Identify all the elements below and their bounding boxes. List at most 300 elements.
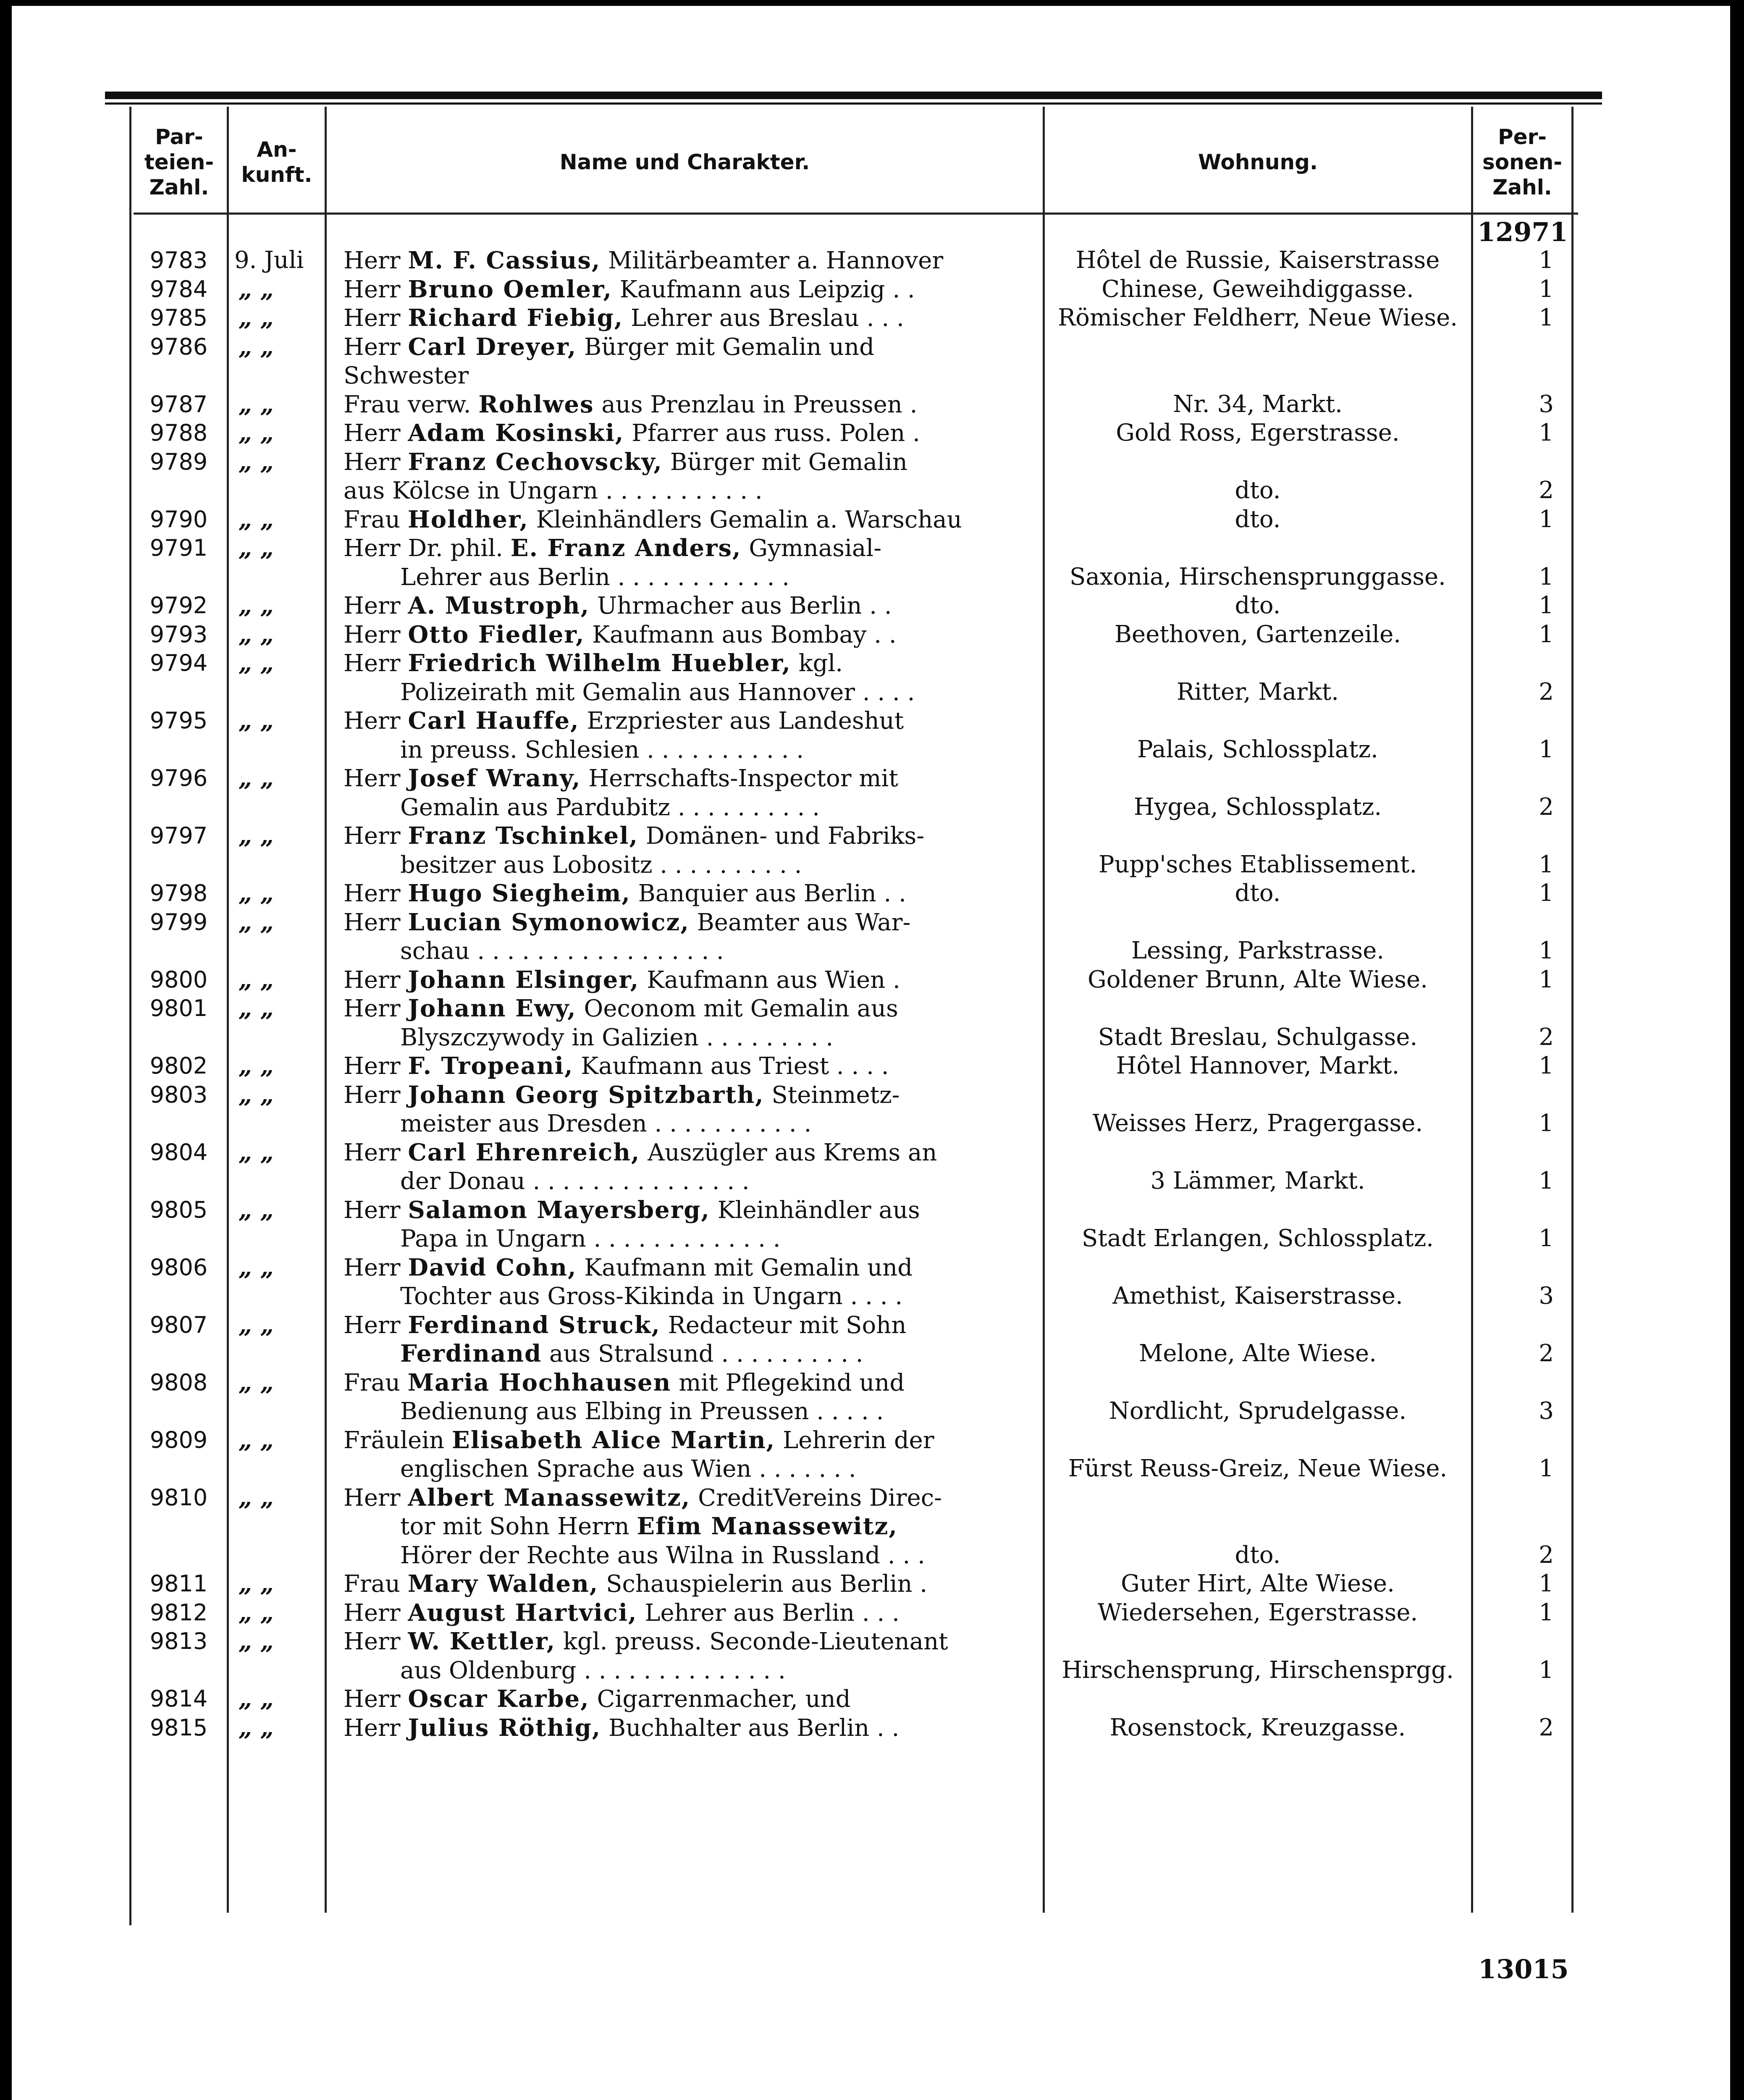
person-count: 1 xyxy=(1539,505,1554,533)
guest-name-prefix: Hörer der Rechte aus Wilna in Russland . . . xyxy=(400,1541,925,1569)
guest-name xyxy=(344,1138,1036,1167)
partei-number: 9805 xyxy=(149,1196,208,1223)
residence: Wiedersehen, Egerstrasse. xyxy=(1097,1599,1418,1626)
register-line xyxy=(12,678,1730,707)
guest-name xyxy=(344,505,1036,534)
person-count: 2 xyxy=(1539,1340,1554,1367)
arrival-date: „ „ xyxy=(239,1196,274,1224)
guest-name-prefix: Polizeirath mit Gemalin aus Hannover . . . . xyxy=(400,678,915,706)
guest-description: Bürger mit Gemalin xyxy=(662,448,907,476)
guest-description: kgl. xyxy=(791,650,843,677)
person-count: 1 xyxy=(1539,879,1554,907)
arrival-date: „ „ xyxy=(239,333,274,361)
register-line xyxy=(12,822,1730,850)
guest-name-bold: Ferdinand Struck, xyxy=(408,1311,661,1339)
guest-name xyxy=(400,1224,1036,1253)
guest-name-prefix: Herr xyxy=(344,1628,408,1655)
guest-name-bold: Hugo Siegheim, xyxy=(408,879,631,907)
register-line xyxy=(12,1685,1730,1714)
guest-description: Kaufmann aus Triest . . . . xyxy=(573,1053,889,1080)
guest-name-prefix: Herr xyxy=(344,1685,408,1713)
guest-description: Domänen- und Fabriks- xyxy=(638,822,925,850)
guest-name-bold: Elisabeth Alice Martin, xyxy=(451,1426,776,1454)
guest-name xyxy=(344,534,1036,563)
residence: dto. xyxy=(1235,592,1281,619)
guest-description: Kaufmann aus Leipzig . . xyxy=(612,276,915,303)
header-wohnung: Wohnung. xyxy=(1198,150,1318,174)
residence: Stadt Breslau, Schulgasse. xyxy=(1098,1023,1418,1051)
guest-name-prefix: Fräulein xyxy=(344,1426,452,1454)
guest-name xyxy=(344,448,1036,477)
arrival-date: „ „ xyxy=(239,1253,274,1281)
guest-name xyxy=(400,1167,1036,1196)
register-line xyxy=(12,1454,1730,1483)
guest-name-prefix: Tochter aus Gross-Kikinda in Ungarn . . . . xyxy=(400,1283,903,1310)
guest-description: Militärbeamter a. Hannover xyxy=(601,247,944,274)
arrival-date: „ „ xyxy=(239,534,274,562)
guest-name-prefix: Herr xyxy=(344,707,408,735)
residence: Hygea, Schlossplatz. xyxy=(1133,793,1382,821)
residence: Melone, Alte Wiese. xyxy=(1138,1340,1377,1367)
guest-description: Buchhalter aus Berlin . . xyxy=(601,1714,900,1742)
register-line xyxy=(12,1138,1730,1167)
person-count: 1 xyxy=(1539,1225,1554,1252)
register-line xyxy=(12,879,1730,908)
guest-name xyxy=(400,1282,1036,1311)
person-count: 1 xyxy=(1539,1656,1554,1684)
register-line xyxy=(12,1023,1730,1052)
guest-name xyxy=(344,419,1036,448)
guest-name-prefix: Herr xyxy=(344,621,408,648)
register-line xyxy=(12,1541,1730,1570)
guest-name-prefix: der Donau . . . . . . . . . . . . . . . xyxy=(400,1168,750,1195)
guest-description: Lehrer aus Berlin . . . xyxy=(637,1599,900,1627)
residence: Hirschensprung, Hirschensprgg. xyxy=(1062,1656,1454,1684)
register-line xyxy=(12,1282,1730,1311)
person-count: 1 xyxy=(1539,1570,1554,1597)
residence: Ritter, Markt. xyxy=(1176,678,1339,706)
guest-name-prefix: Herr xyxy=(344,420,408,447)
guest-description: Kleinhändler aus xyxy=(710,1196,920,1224)
register-line xyxy=(12,1167,1730,1196)
person-count: 1 xyxy=(1539,1167,1554,1194)
register-line xyxy=(12,1714,1730,1743)
register-page xyxy=(12,6,1730,2100)
arrival-date: „ „ xyxy=(239,390,274,418)
residence: Fürst Reuss-Greiz, Neue Wiese. xyxy=(1068,1455,1448,1482)
arrival-date: „ „ xyxy=(239,1570,274,1598)
arrival-date: „ „ xyxy=(239,620,274,648)
guest-description: Herrschafts-Inspector mit xyxy=(581,765,898,792)
residence: dto. xyxy=(1235,505,1281,533)
register-line xyxy=(12,563,1730,592)
header-personen-zahl: Per- sonen- Zahl. xyxy=(1482,125,1562,200)
guest-name-prefix: Herr xyxy=(344,276,408,303)
partei-number: 9807 xyxy=(149,1311,208,1338)
person-count: 3 xyxy=(1539,1397,1554,1425)
guest-name-bold: M. F. Cassius, xyxy=(408,247,601,274)
register-line xyxy=(12,390,1730,419)
guest-name xyxy=(344,822,1036,850)
guest-name xyxy=(344,879,1036,908)
guest-name-bold: Holdher, xyxy=(407,505,529,533)
top-rule-thin xyxy=(105,102,1602,105)
register-line xyxy=(12,793,1730,822)
register-line xyxy=(12,1339,1730,1368)
partei-number: 9796 xyxy=(149,765,208,791)
guest-name xyxy=(400,1109,1036,1138)
person-count: 2 xyxy=(1539,678,1554,706)
arrival-date: „ „ xyxy=(239,879,274,907)
guest-name-bold: Franz Tschinkel, xyxy=(408,822,638,850)
register-line xyxy=(12,937,1730,966)
residence: Lessing, Parkstrasse. xyxy=(1131,937,1385,964)
guest-name xyxy=(400,678,1036,707)
guest-name xyxy=(400,563,1036,592)
guest-name-bold: Carl Dreyer, xyxy=(408,333,577,361)
arrival-date: „ „ xyxy=(239,1483,274,1512)
guest-name-prefix: Papa in Ungarn . . . . . . . . . . . . . xyxy=(400,1225,781,1252)
guest-name-prefix: Herr xyxy=(344,1081,408,1109)
guest-name xyxy=(344,908,1036,937)
person-count: 2 xyxy=(1539,1541,1554,1569)
register-line xyxy=(12,419,1730,448)
person-count: 1 xyxy=(1539,1455,1554,1482)
register-line xyxy=(12,764,1730,793)
guest-name-bold: Albert Manassewitz, xyxy=(408,1483,691,1512)
person-count: 1 xyxy=(1539,247,1554,274)
guest-name xyxy=(344,649,1036,678)
guest-name-prefix: Frau xyxy=(344,506,408,533)
guest-name xyxy=(344,275,1036,304)
arrival-date: „ „ xyxy=(239,1685,274,1713)
residence: 3 Lämmer, Markt. xyxy=(1150,1167,1365,1194)
register-line xyxy=(12,448,1730,477)
register-line xyxy=(12,1368,1730,1397)
guest-name-prefix: Gemalin aus Pardubitz . . . . . . . . . . xyxy=(400,793,820,821)
guest-name xyxy=(344,1570,1036,1599)
register-line xyxy=(12,1253,1730,1282)
guest-description: Lehrerin der xyxy=(775,1426,934,1454)
guest-name-bold: Josef Wrany, xyxy=(408,764,581,792)
guest-name-prefix: schau . . . . . . . . . . . . . . . . . xyxy=(400,937,724,965)
guest-name-bold: Franz Cechovscky, xyxy=(408,448,663,476)
guest-description: Uhrmacher aus Berlin . . xyxy=(590,592,892,620)
person-count: 1 xyxy=(1539,735,1554,763)
person-count: 1 xyxy=(1539,563,1554,591)
arrival-date: „ „ xyxy=(239,1714,274,1742)
guest-name-bold: August Hartvici, xyxy=(408,1599,637,1627)
partei-number: 9787 xyxy=(149,391,208,417)
partei-number: 9808 xyxy=(149,1369,208,1396)
register-line xyxy=(12,304,1730,333)
guest-name-prefix: Herr xyxy=(344,1311,408,1339)
guest-name xyxy=(344,1483,1036,1512)
guest-name-prefix: Lehrer aus Berlin . . . . . . . . . . . . xyxy=(400,563,790,591)
partei-number: 9803 xyxy=(149,1081,208,1108)
guest-description: kgl. preuss. Seconde-Lieutenant xyxy=(556,1628,948,1655)
guest-name-prefix: Herr xyxy=(344,880,408,907)
guest-name-prefix: Herr xyxy=(344,995,408,1022)
partei-number: 9786 xyxy=(149,333,208,360)
guest-name xyxy=(344,1196,1036,1225)
residence: Nr. 34, Markt. xyxy=(1173,390,1343,418)
register-line xyxy=(12,1224,1730,1253)
guest-name xyxy=(400,793,1036,822)
partei-number: 9806 xyxy=(149,1254,208,1281)
person-count: 1 xyxy=(1539,275,1554,303)
guest-name xyxy=(344,476,1036,505)
residence: Weisses Herz, Pragergasse. xyxy=(1092,1110,1423,1137)
guest-name-prefix: Frau verw. xyxy=(344,391,479,418)
guest-name-bold: David Cohn, xyxy=(408,1253,577,1281)
register-line xyxy=(12,1512,1730,1541)
arrival-date: „ „ xyxy=(239,275,274,303)
guest-name xyxy=(400,1339,1036,1368)
register-line xyxy=(12,649,1730,678)
partei-number: 9790 xyxy=(149,506,208,533)
guest-description: Lehrer aus Breslau . . . xyxy=(623,304,904,332)
guest-name-prefix: Herr xyxy=(344,1484,408,1512)
partei-number: 9799 xyxy=(149,908,208,935)
guest-description: Cigarrenmacher, und xyxy=(589,1685,851,1713)
person-count: 1 xyxy=(1539,592,1554,619)
residence: Gold Ross, Egerstrasse. xyxy=(1116,419,1400,446)
guest-name xyxy=(344,1311,1036,1340)
guest-name xyxy=(400,1656,1036,1685)
guest-name-prefix: Herr xyxy=(344,1053,408,1080)
register-line xyxy=(12,505,1730,534)
guest-description: Kaufmann mit Gemalin und xyxy=(577,1254,913,1281)
arrival-date: „ „ xyxy=(239,304,274,332)
partei-number: 9783 xyxy=(149,247,208,273)
guest-name-bold: E. Franz Anders, xyxy=(510,534,742,562)
residence: dto. xyxy=(1235,477,1281,504)
person-count: 1 xyxy=(1539,620,1554,648)
arrival-date: 9. Juli xyxy=(234,247,304,274)
partei-number: 9810 xyxy=(149,1484,208,1511)
guest-name-prefix: Blyszczywody in Galizien . . . . . . . . . xyxy=(400,1024,834,1051)
residence: Chinese, Geweihdiggasse. xyxy=(1101,275,1414,303)
person-count: 1 xyxy=(1539,1052,1554,1079)
person-count: 1 xyxy=(1539,850,1554,878)
person-count: 1 xyxy=(1539,304,1554,331)
person-count: 1 xyxy=(1539,937,1554,964)
partei-number: 9789 xyxy=(149,448,208,475)
partei-number: 9784 xyxy=(149,276,208,302)
arrival-date: „ „ xyxy=(239,448,274,476)
guest-name-bold: Mary Walden, xyxy=(407,1570,599,1598)
guest-name-prefix: Herr xyxy=(344,1139,408,1166)
carry-over-total: 12971 xyxy=(1477,217,1568,247)
person-count: 2 xyxy=(1539,793,1554,821)
header-partei-zahl: Par- teien- Zahl. xyxy=(144,125,214,200)
register-line xyxy=(12,246,1730,275)
guest-description: mit Pflegekind und xyxy=(671,1369,905,1396)
guest-description: Kleinhändlers Gemalin a. Warschau xyxy=(528,506,962,533)
guest-name xyxy=(400,1541,1036,1570)
guest-description: aus Stralsund . . . . . . . . . . xyxy=(542,1340,863,1368)
person-count: 3 xyxy=(1539,1282,1554,1310)
guest-description: Erzpriester aus Landeshut xyxy=(579,707,904,735)
arrival-date: „ „ xyxy=(239,1052,274,1080)
guest-name xyxy=(344,246,1036,275)
register-line xyxy=(12,1426,1730,1455)
register-line xyxy=(12,1311,1730,1340)
register-line xyxy=(12,850,1730,879)
residence: Pupp'sches Etablissement. xyxy=(1098,850,1417,878)
register-line xyxy=(12,1627,1730,1656)
guest-name-bold: Salamon Mayersberg, xyxy=(408,1196,710,1224)
register-line xyxy=(12,1483,1730,1512)
person-count: 1 xyxy=(1539,966,1554,993)
guest-description: Pfarrer aus russ. Polen . xyxy=(624,420,920,447)
guest-name-bold: Lucian Symonowicz, xyxy=(408,908,690,936)
register-line xyxy=(12,620,1730,649)
partei-number: 9801 xyxy=(149,995,208,1021)
guest-name-bold: A. Mustroph, xyxy=(408,592,590,620)
guest-name xyxy=(344,304,1036,333)
guest-name-bold: Johann Elsinger, xyxy=(408,966,640,994)
residence: Rosenstock, Kreuzgasse. xyxy=(1109,1714,1406,1741)
register-line xyxy=(12,1570,1730,1599)
guest-description: Gymnasial- xyxy=(741,535,882,562)
partei-number: 9788 xyxy=(149,420,208,446)
register-line xyxy=(12,1052,1730,1081)
partei-number: 9785 xyxy=(149,304,208,331)
guest-name-prefix: Herr xyxy=(344,1714,408,1742)
partei-number: 9793 xyxy=(149,621,208,648)
guest-name xyxy=(344,361,1036,390)
person-count: 2 xyxy=(1539,1023,1554,1051)
guest-name xyxy=(400,1454,1036,1483)
guest-name-bold: Efim Manassewitz, xyxy=(637,1512,898,1540)
guest-name-prefix: aus Oldenburg . . . . . . . . . . . . . . xyxy=(400,1656,786,1684)
guest-description: Schauspielerin aus Berlin . xyxy=(598,1570,928,1598)
guest-name xyxy=(344,966,1036,995)
guest-name-prefix: Herr xyxy=(344,650,408,677)
guest-description: Redacteur mit Sohn xyxy=(660,1311,907,1339)
guest-name xyxy=(344,390,1036,419)
partei-number: 9812 xyxy=(149,1599,208,1626)
guest-name xyxy=(344,333,1036,362)
guest-name xyxy=(344,1368,1036,1397)
person-count: 2 xyxy=(1539,1714,1554,1741)
arrival-date: „ „ xyxy=(239,908,274,936)
arrival-date: „ „ xyxy=(239,419,274,447)
partei-number: 9815 xyxy=(149,1714,208,1741)
partei-number: 9795 xyxy=(149,707,208,734)
register-line xyxy=(12,1109,1730,1138)
header-rule xyxy=(134,213,1578,215)
page-total: 13015 xyxy=(1478,1954,1569,1984)
guest-description: Beamter aus War- xyxy=(689,908,911,936)
partei-number: 9791 xyxy=(149,535,208,561)
residence: Amethist, Kaiserstrasse. xyxy=(1112,1282,1403,1310)
guest-name xyxy=(344,1685,1036,1714)
guest-name-prefix: aus Kölcse in Ungarn . . . . . . . . . . . xyxy=(344,477,763,504)
residence: Hôtel de Russie, Kaiserstrasse xyxy=(1075,247,1440,274)
arrival-date: „ „ xyxy=(239,966,274,994)
register-line xyxy=(12,1397,1730,1426)
guest-name-prefix: tor mit Sohn Herrn xyxy=(400,1513,637,1540)
top-rule xyxy=(105,92,1602,99)
guest-name-prefix: Herr xyxy=(344,304,408,332)
arrival-date: „ „ xyxy=(239,1426,274,1454)
arrival-date: „ „ xyxy=(239,1368,274,1396)
guest-name-prefix: Herr xyxy=(344,1196,408,1224)
guest-name-bold: F. Tropeani, xyxy=(408,1052,574,1080)
residence: Beethoven, Gartenzeile. xyxy=(1114,620,1401,648)
guest-name-prefix: Herr xyxy=(344,822,408,850)
guest-name xyxy=(344,706,1036,735)
arrival-date: „ „ xyxy=(239,505,274,533)
guest-name-prefix: Herr xyxy=(344,1254,408,1281)
guest-name-bold: Ferdinand xyxy=(400,1340,542,1368)
residence: Goldener Brunn, Alte Wiese. xyxy=(1088,966,1428,993)
partei-number: 9794 xyxy=(149,650,208,676)
guest-name-bold: Richard Fiebig, xyxy=(408,304,624,332)
guest-name xyxy=(344,994,1036,1023)
guest-description: Bürger mit Gemalin und xyxy=(577,333,874,361)
guest-name-prefix: Schwester xyxy=(344,362,469,389)
guest-name-bold: Bruno Oemler, xyxy=(408,275,612,303)
guest-name-prefix: meister aus Dresden . . . . . . . . . . . xyxy=(400,1110,812,1137)
guest-name-prefix: Herr xyxy=(344,592,408,620)
guest-name-prefix: Herr xyxy=(344,966,408,994)
register-line xyxy=(12,706,1730,735)
guest-name-bold: Friedrich Wilhelm Huebler, xyxy=(408,649,791,677)
guest-name xyxy=(344,620,1036,649)
header-name-charakter: Name und Charakter. xyxy=(559,150,810,174)
register-line xyxy=(12,476,1730,505)
residence: Nordlicht, Sprudelgasse. xyxy=(1109,1397,1407,1425)
residence: Römischer Feldherr, Neue Wiese. xyxy=(1057,304,1458,331)
guest-description: Kaufmann aus Bombay . . xyxy=(585,621,897,648)
header-ankunft: An- kunft. xyxy=(241,137,312,187)
guest-name xyxy=(344,1627,1036,1656)
person-count: 1 xyxy=(1539,419,1554,446)
guest-name-prefix: Herr xyxy=(344,247,408,274)
guest-name-bold: Carl Ehrenreich, xyxy=(408,1138,640,1166)
partei-number: 9797 xyxy=(149,822,208,849)
guest-name-prefix: Herr xyxy=(344,908,408,936)
residence: Stadt Erlangen, Schlossplatz. xyxy=(1082,1225,1434,1252)
guest-name xyxy=(344,1052,1036,1081)
guest-description: Steinmetz- xyxy=(764,1081,900,1109)
guest-description: Auszügler aus Krems an xyxy=(640,1139,937,1166)
guest-name-prefix: Herr xyxy=(344,1599,408,1627)
register-line xyxy=(12,534,1730,563)
guest-name xyxy=(344,764,1036,793)
register-line xyxy=(12,333,1730,362)
arrival-date: „ „ xyxy=(239,1081,274,1109)
partei-number: 9813 xyxy=(149,1628,208,1654)
guest-name-prefix: in preuss. Schlesien . . . . . . . . . . . xyxy=(400,736,804,764)
person-count: 3 xyxy=(1539,390,1554,418)
partei-number: 9814 xyxy=(149,1685,208,1712)
guest-name-prefix: Frau xyxy=(344,1369,408,1396)
register-line xyxy=(12,591,1730,620)
partei-number: 9802 xyxy=(149,1053,208,1079)
person-count: 1 xyxy=(1539,1599,1554,1626)
partei-number: 9792 xyxy=(149,592,208,619)
guest-name-prefix: Herr Dr. phil. xyxy=(344,535,511,562)
residence: Guter Hirt, Alte Wiese. xyxy=(1121,1570,1395,1597)
guest-name xyxy=(344,1426,1036,1455)
guest-name-prefix: besitzer aus Lobositz . . . . . . . . . . xyxy=(400,851,802,879)
arrival-date: „ „ xyxy=(239,592,274,620)
